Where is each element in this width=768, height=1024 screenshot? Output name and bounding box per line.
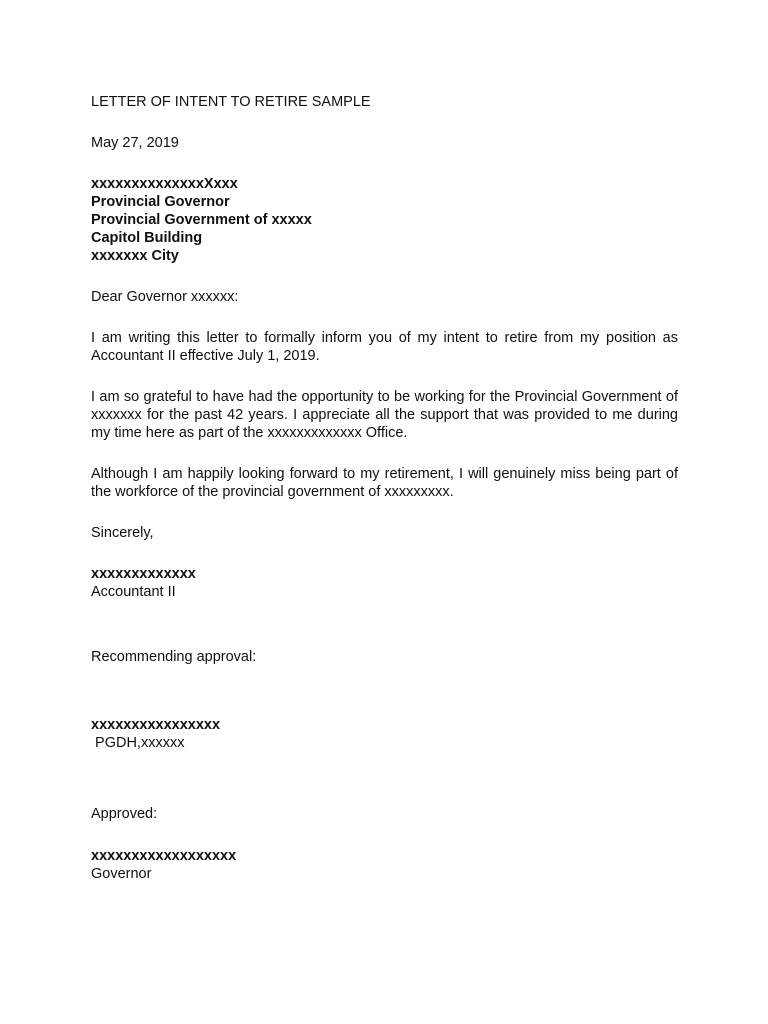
recipient-position: Provincial Governor (91, 194, 230, 210)
recipient-office: Provincial Government of xxxxx (91, 212, 312, 228)
recommending-position: PGDH,xxxxxx (91, 735, 185, 751)
letter-title: LETTER OF INTENT TO RETIRE SAMPLE (91, 94, 371, 110)
approved-position: Governor (91, 866, 152, 882)
recipient-building: Capitol Building (91, 230, 203, 246)
recipient-city: xxxxxxx City (91, 248, 179, 264)
letter-page (91, 0, 678, 1024)
recommending-label: Recommending approval: (91, 649, 257, 665)
approved-label: Approved: (91, 806, 158, 822)
body-paragraph-2: I am so grateful to have had the opportunity to be working for the Provincial Government of xxxxxxx for the past 42 years. I appreciate all the support that was provided to me during my time here as part of the xxxxxxxxxxxxx Office. (91, 389, 678, 441)
recommending-name: xxxxxxxxxxxxxxxx (91, 717, 221, 733)
sender-position: Accountant II (91, 584, 176, 600)
salutation: Dear Governor xxxxxx: (91, 289, 239, 305)
body-paragraph-3: Although I am happily looking forward to my retirement, I will genuinely miss being part of the workforce of the provincial government of xxxxxxxxx. (91, 466, 678, 500)
body-paragraph-1: I am writing this letter to formally inform you of my intent to retire from my position as Accountant II effective July 1, 2019. (91, 330, 678, 364)
recipient-name: xxxxxxxxxxxxxxXxxx (91, 176, 238, 192)
letter-date: May 27, 2019 (91, 135, 179, 151)
closing: Sincerely, (91, 525, 154, 541)
approved-name: xxxxxxxxxxxxxxxxxx (91, 848, 237, 864)
sender-name: xxxxxxxxxxxxx (91, 566, 196, 582)
